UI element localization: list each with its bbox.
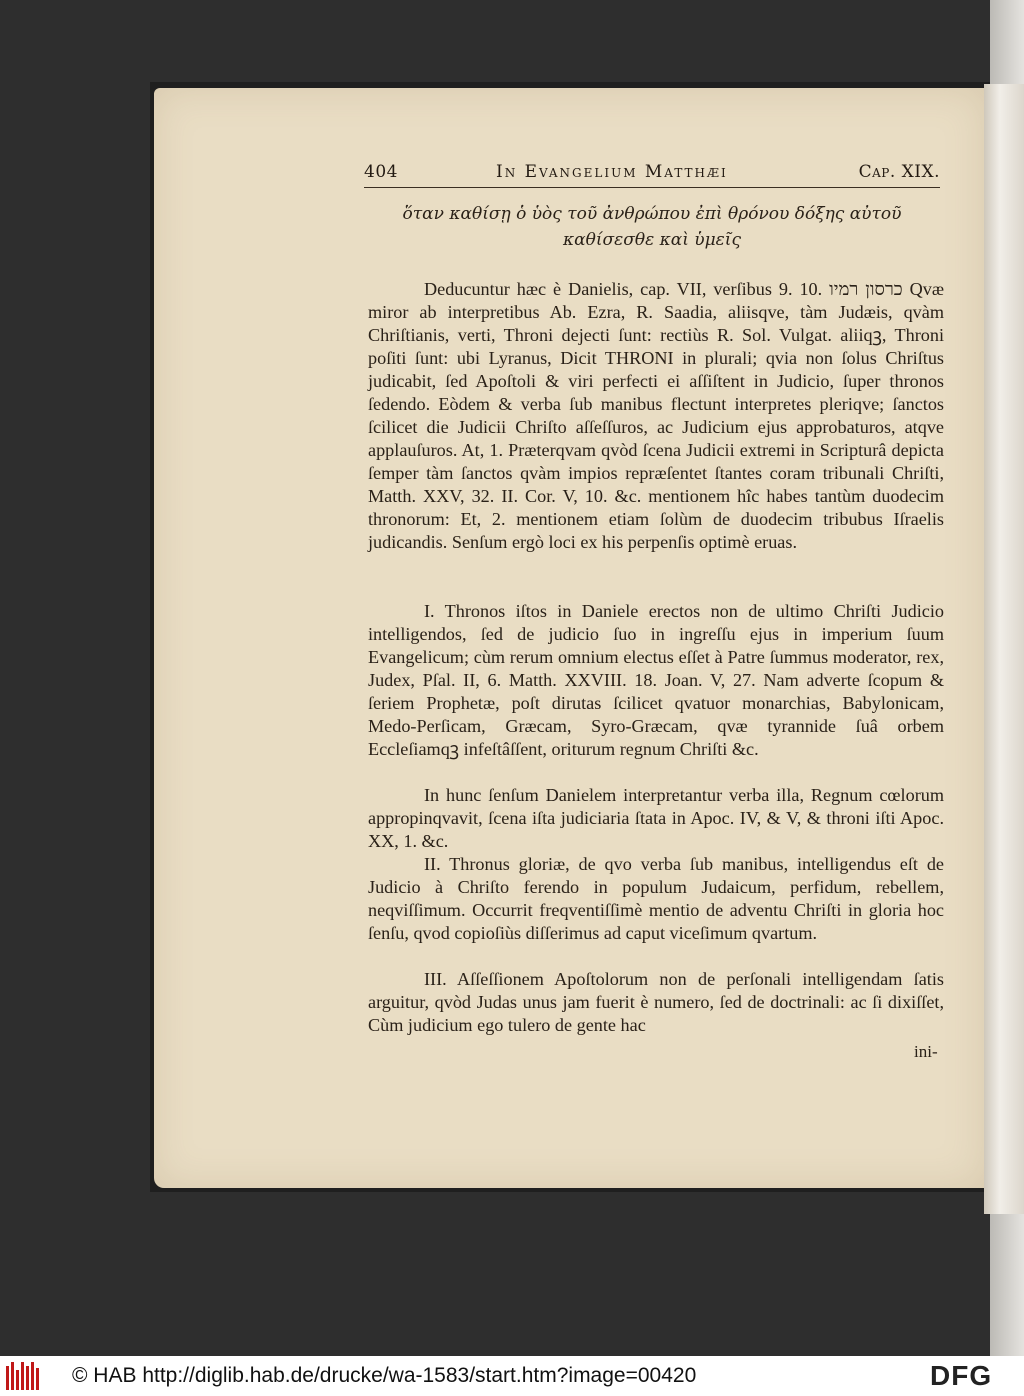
paragraph-5: III. Aſſeſſionem Apoſtolorum non de perſonali intelligendam ſatis arguitur, qvòd Judas unus jam fuerit è numero, ſed de doctrinali: ac ſi dixiſſet, Cùm judicium ego tulero de gente hac	[368, 969, 944, 1035]
greek-quote-line-1: ὅταν καθίσῃ ὁ ὑὸς τοῦ ἀνθρώπου ἐπὶ θρόνου δόξης αὐτοῦ	[402, 204, 902, 224]
greek-quote-line-2: καθίσεσθε καὶ ὑμεῖς	[562, 230, 741, 250]
header-rule	[364, 187, 940, 188]
page-gutter	[984, 84, 1024, 1214]
running-title: In Evangelium Matthæi	[496, 162, 728, 182]
hab-logo-icon	[6, 1360, 42, 1390]
credit-url[interactable]: © HAB http://diglib.hab.de/drucke/wa-1583/start.htm?image=00420	[72, 1364, 697, 1387]
page-number: 404	[364, 162, 398, 182]
running-header	[364, 160, 940, 186]
chapter-label: Cap. XIX.	[858, 162, 940, 182]
dfg-logo: DFG	[930, 1360, 993, 1391]
paragraph-4: II. Thronus gloriæ, de qvo verba ſub manibus, intelligendus eſt de Judicio à Chriſto ferendo in populum Judaicum, perfidum, rebellem, neqviſſimum. Occurrit freqventiſſimè mentio de adventu Chriſti in gloria hoc ſenſu, qvod copioſiùs diſſerimus ad caput viceſimum qvartum.	[368, 854, 944, 943]
paragraph-3: In hunc ſenſum Danielem interpretantur verba illa, Regnum cœlorum appropinqvavit, ſcena iſta judiciaria ſtata in Apoc. IV, & V, & throni iſti Apoc. XX, 1. &c.	[368, 785, 944, 851]
paragraph-1: Deducuntur hæc è Danielis, cap. VII, verſibus 9. 10. כרסון רמיו Qvæ miror ab interpretibus Ab. Ezra, R. Saadia, aliisqve, tàm Judæis, qvàm Chriſtianis, verti, Throni dejecti ſunt: rectiùs R. Sol. Vulgat. aliiqꝫ, Throni poſiti ſunt: ubi Lyranus, Dicit THRONI in plurali; qvia non ſolus Chriſtus judicabit, ſed Apoſtoli & viri perfecti ei aſſiſtent in Judicio, ſuper thronos ſedendo. Eòdem & verba ſub manibus flectunt interpretes pleriqve; ſanctos ſcilicet die Judicii Chriſto aſſeſſuros, ac Judicium ejus approbaturos, atqve applauſuros. At, 1. Præterqvam qvòd ſcena Judicii extremi in Scripturâ depicta ſemper tàm ſanctos qvàm impios repræſentet ſtantes coram tribunali Chriſti, Matth. XXV, 32. II. Cor. V, 10. &c. mentionem hîc habes tantùm duodecim thronorum: Et, 2. mentionem etiam ſolùm de duodecim tribubus Iſraelis judicandis. Senſum ergò loci ex his perpenſis optimè eruas.	[368, 279, 944, 552]
catchword: ini-	[914, 1042, 938, 1061]
paragraph-2: I. Thronos iſtos in Daniele erectos non de ultimo Chriſti Judicio intelligendos, ſed de judicio ſuo in ingreſſu ejus in imperium ſuum Evangelicum; cùm rerum omnium electus eſſet à Patre ſummus moderator, rex, Judex, Pſal. II, 6. Matth. XXVIII. 18. Joan. V, 27. Nam adverte ſcopum & ſeriem Prophetæ, poſt dirutas ſcilicet qvatuor monarchias, Babylonicam, Medo-Perſicam, Græcam, Syro-Græcam, qvæ tyrannide ſuâ orbem Eccleſiamqꝫ infeſtâſſent, oriturum regnum Chriſti &c.	[368, 601, 944, 759]
